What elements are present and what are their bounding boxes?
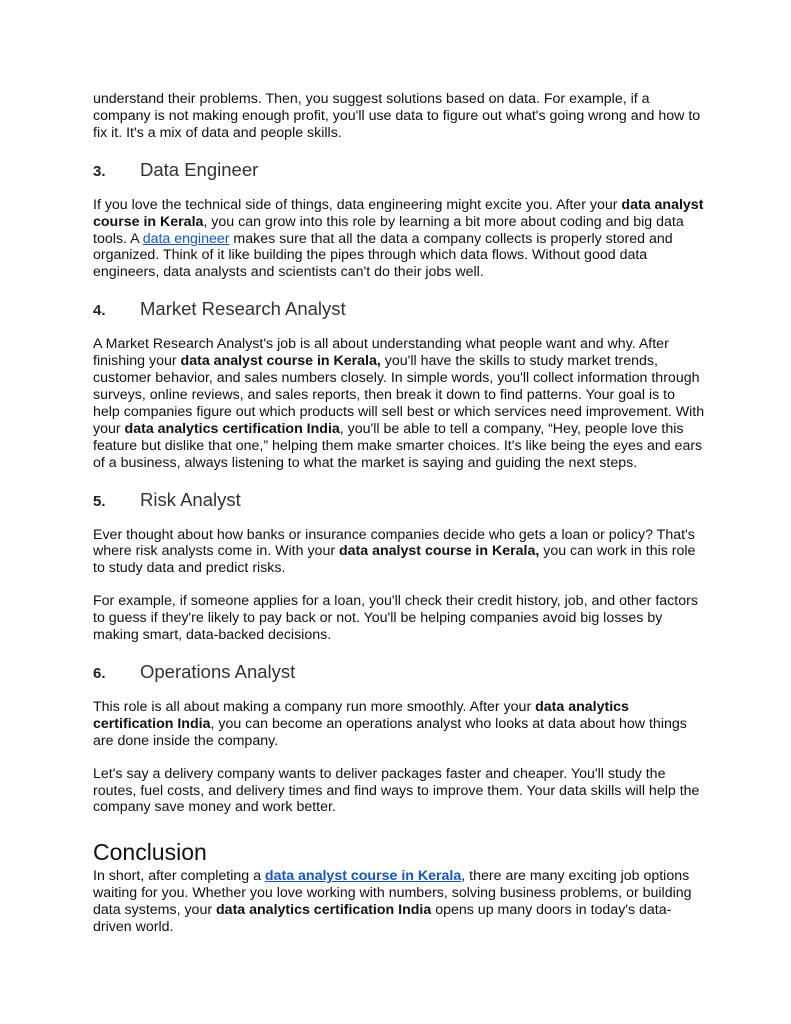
link-label: data analyst course in Kerala: [264, 868, 462, 885]
section-title: Data Engineer: [140, 158, 259, 180]
text-run: This role is all about making a company run more smoothly. After your: [93, 698, 536, 715]
intro-paragraph: understand their problems. Then, you suggest solutions based on data. For example, if a company is not making enough profit, you'll use data to figure out what's going wrong and how to fix it. It's a mix of data and people skills.: [93, 91, 701, 141]
text-run: makes sure that all the data a company collects is properly stored and organized. Think of it like building the pipes through which data flows. Without good data engineers, data analysts and scientists can't do their jobs well.: [93, 230, 673, 281]
text-run: , you can become an operations analyst who looks at data about how things are done inside the company.: [93, 715, 687, 749]
bold-keyword: data analyst course in Kerala: [93, 196, 704, 230]
bold-keyword: data analyst course in Kerala,: [180, 353, 381, 370]
section-title: Risk Analyst: [140, 488, 241, 510]
section-heading-market-research-analyst: [93, 298, 705, 320]
text-run: , you'll be able to tell a company, “Hey, people love this feature but dislike that one,” helping them make smarter choices. It's like being the eyes and ears of a business, always listening to what the market is saying and guiding the next steps.: [93, 420, 703, 471]
text-run: A Market Research Analyst's job is all about understanding what people want and why. After finishing your: [93, 336, 669, 370]
document-page: [93, 91, 705, 936]
market-research-paragraph: [93, 336, 705, 471]
text-run: you'll have the skills to study market trends, customer behavior, and sales numbers closely. In simple words, you'll collect information through surveys, online reviews, and sales reports, then break it down to find patterns. Your goal is to help companies figure out which products will sell best or which services need improvement. With your: [93, 353, 705, 437]
risk-analyst-paragraph-1: [93, 527, 705, 578]
bold-keyword: data analytics certification India: [93, 698, 629, 732]
text-run: , you can grow into this role by learning a bit more about coding and big data tools. A: [93, 213, 684, 247]
text-run: In short, after completing a: [93, 868, 265, 885]
text-run: If you love the technical side of things, data engineering might excite you. After your: [93, 196, 622, 213]
bold-keyword: data analytics certification India: [124, 420, 340, 437]
section-number: 3.: [93, 162, 106, 180]
section-title: Market Research Analyst: [140, 298, 346, 320]
section-number: 4.: [93, 302, 106, 320]
section-heading-operations-analyst: [93, 661, 705, 683]
bold-keyword: data analytics certification India: [216, 902, 432, 919]
section-number: 6.: [93, 664, 106, 682]
text-run: opens up many doors in today's data-driven world.: [93, 902, 672, 936]
risk-analyst-paragraph-2: For example, if someone applies for a loan, you'll check their credit history, job, and other factors to guess if they're likely to pay back or not. You'll be helping companies avoid big losses by making smart, data-backed decisions.: [93, 593, 698, 644]
data-engineer-paragraph: [93, 197, 705, 282]
operations-analyst-paragraph-1: [93, 699, 705, 750]
section-number: 5.: [93, 492, 106, 510]
bold-keyword: data analyst course in Kerala,: [339, 543, 540, 560]
conclusion-heading: Conclusion: [93, 839, 207, 866]
text-run: you can work in this role to study data and predict risks.: [93, 543, 696, 577]
text-run: , there are many exciting job options waiting for you. Whether you love working with numbers, solving business problems, or building data systems, your: [93, 868, 692, 919]
section-heading-data-engineer: [93, 159, 705, 181]
conclusion-paragraph: [93, 868, 705, 936]
section-heading-risk-analyst: [93, 489, 705, 511]
data-engineer-link[interactable]: data engineer: [142, 230, 230, 247]
operations-analyst-paragraph-2: Let's say a delivery company wants to deliver packages faster and cheaper. You'll study the routes, fuel costs, and delivery times and find ways to improve them. Your data skills will help the company save money and work better.: [93, 765, 700, 816]
text-run: Ever thought about how banks or insurance companies decide who gets a loan or policy? That's where risk analysts come in. With your: [93, 526, 695, 560]
section-title: Operations Analyst: [140, 660, 296, 682]
data-analyst-course-link[interactable]: [265, 868, 461, 884]
